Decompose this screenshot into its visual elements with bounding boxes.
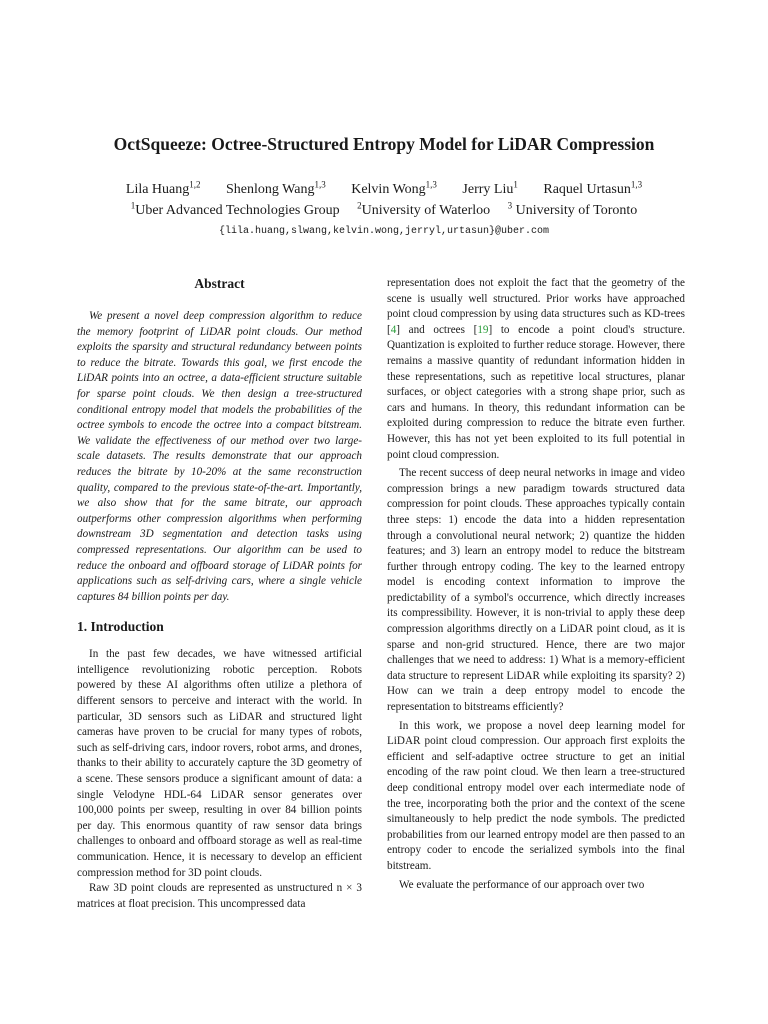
affiliation-list	[0, 200, 768, 219]
affiliation: $^2$University of Waterloo	[357, 200, 491, 218]
paragraph: In this work, we propose a novel deep learning model for LiDAR point cloud compression. Our approach first exploits the efficient and self-adaptive octree structure to get an initial encoding of the raw point cloud. We then learn a tree-structured deep conditional entropy model over each intermediate node of the tree, incorporating both the prior and the context of the scene simultaneously to help predict the node symbols. The predicted probabilities from our learned entropy model are then passed to an entropy coder to encode the serialized symbols into the final bitstream.	[387, 719, 685, 872]
author: Kelvin Wong$^{1,3}$	[351, 179, 437, 197]
paragraph-continued: representation does not exploit the fact that the geometry of the scene is usually well structured. Prior works have approached point cloud compression by using data structures such as KD-trees [4] and octrees [19] to encode a point cloud's structure. Quantization is exploited to further reduce storage. However, there remains a massive quantity of redundant information hidden in these representations, such as repetitive local structures, planar surfaces, or object categories with a strong shape prior, such as cars and humans. In theory, this redundant information can be exploited during compression to reduce the bitrate even further. However, this has not yet been exploited to its full potential in point cloud compression.	[387, 277, 685, 461]
paragraph: The recent success of deep neural networks in image and video compression brings a new paradigm towards structured data compression for point clouds. These approaches typically contain three steps: 1) encode the data into a hidden representation through a convolutional neural network; 2) quantize the hidden features; and 3) learn an entropy model to reduce the bitstream further through entropy coding. The key to the learned entropy model is encoding context information to improve the predictability of a symbol's occurrence, which directly increases its compressibility. However, it is non-trivial to apply these deep compression algorithms directly on a LiDAR point cloud, as it is sparse and non-grid structured. Hence, there are two major challenges that we need to address: 1) What is a memory-efficient data structure to represent LiDAR while exploiting its sparsity? 2) How can we train a deep entropy model to encode the representation to bitstreams efficiently?	[387, 467, 685, 714]
affiliation: $^1$Uber Advanced Technologies Group	[130, 200, 340, 218]
paragraph: Raw 3D point clouds are represented as unstructured n × 3 matrices at float precision. This uncompressed data	[77, 882, 362, 910]
citation-link[interactable]: 19	[477, 323, 489, 336]
left-column	[77, 276, 362, 912]
author-list	[0, 179, 768, 198]
author: Lila Huang$^{1,2}$	[125, 179, 201, 197]
author-emails: {lila.huang,slwang,kelvin.wong,jerryl,urtasun}@uber.com	[218, 226, 550, 237]
author: Raquel Urtasun$^{1,3}$	[543, 179, 643, 197]
right-column	[387, 276, 685, 893]
author: Shenlong Wang$^{1,3}$	[226, 179, 326, 197]
section-heading-introduction: 1. Introduction	[77, 619, 164, 635]
paragraph: We evaluate the performance of our approach over two	[399, 878, 645, 891]
abstract-heading: Abstract	[194, 276, 245, 291]
paper-title: OctSqueeze: Octree-Structured Entropy Model for LiDAR Compression	[113, 134, 655, 154]
author: Jerry Liu$^1$	[462, 179, 518, 197]
affiliation: $^3$ University of Toronto	[507, 200, 638, 218]
paragraph: In the past few decades, we have witnessed artificial intelligence revolutionizing robotic perception. Robots powered by these AI algorithms often utilize a plethora of different sensors to perceive and interact with the world. In particular, 3D sensors such as LiDAR and structured light cameras have proven to be crucial for many types of robots, such as self-driving cars, indoor rovers, robot arms, and drones, thanks to their ability to accurately capture the 3D geometry of a scene. These sensors produce a significant amount of data: a single Velodyne HDL-64 LiDAR sensor generates over 100,000 points per sweep, resulting in over 84 billion points per day. This enormous quantity of raw sensor data brings challenges to onboard and offboard storage as well as real-time communication. Hence, it is necessary to develop an efficient compression method for 3D point clouds.	[77, 648, 362, 879]
citation-link[interactable]: 4	[390, 323, 397, 336]
abstract-body: We present a novel deep compression algorithm to reduce the memory footprint of LiDAR point clouds. Our method exploits the sparsity and structural redundancy between points to reduce the bitrate. Towards this goal, we first encode the LiDAR points into an octree, a data-efficient structure suitable for sparse point clouds. We then design a tree-structured conditional entropy model that models the probabilities of the octree symbols to encode the octree into a compact bitstream. We validate the effectiveness of our method over two large-scale datasets. The results demonstrate that our approach reduces the bitrate by 10-20% at the same reconstruction quality, compared to the previous state-of-the-art. Importantly, we also show that for the same bitrate, our approach outperforms other compression algorithms when performing downstream 3D segmentation and detection tasks using compressed representations. Our algorithm can be used to reduce the onboard and offboard storage of LiDAR points for applications such as self-driving cars, where a single vehicle captures 84 billion points per day.	[77, 310, 362, 603]
